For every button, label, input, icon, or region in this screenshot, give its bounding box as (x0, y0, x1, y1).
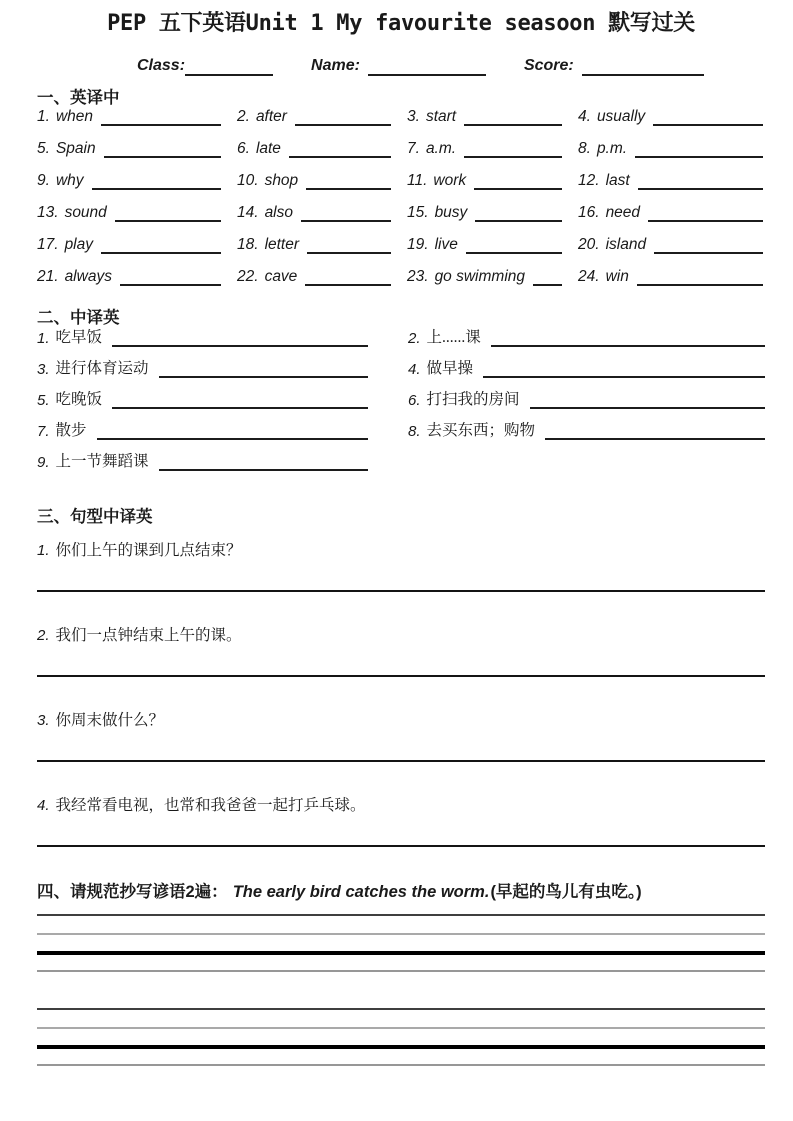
item-number: 1. (37, 542, 50, 559)
item-number: 1. (37, 330, 50, 347)
item-number: 14. (237, 204, 259, 221)
word-text: work (433, 172, 467, 189)
word-text: why (55, 172, 84, 189)
item-number: 6. (237, 140, 250, 157)
word-text: always (64, 268, 112, 285)
word-text: when (55, 108, 93, 125)
item-number: 9. (37, 454, 50, 471)
item-number: 7. (407, 140, 420, 157)
phrase-item (37, 390, 408, 421)
section1-heading: 一、英译中 (37, 89, 120, 107)
word-text: p.m. (596, 140, 628, 157)
answer-blank (112, 343, 368, 347)
item-number: 1. (37, 108, 50, 125)
phrase-text: 吃晚饭 (55, 391, 103, 408)
word-item (578, 172, 765, 204)
word-item (237, 204, 407, 236)
answer-blank (307, 250, 391, 254)
item-number: 6. (408, 392, 421, 409)
word-item (407, 140, 578, 172)
item-number: 22. (237, 268, 259, 285)
word-item (37, 236, 237, 268)
item-number: 13. (37, 204, 59, 221)
answer-blank (475, 218, 562, 222)
item-number: 15. (407, 204, 429, 221)
phrase-item (408, 359, 765, 390)
answer-blank (112, 405, 368, 409)
word-item (37, 172, 237, 204)
word-text: go swimming (434, 268, 526, 285)
writing-grid-1 (37, 914, 765, 972)
word-item (407, 268, 578, 300)
answer-blank (545, 436, 765, 440)
word-item (578, 140, 765, 172)
phrase-text: 做早操 (426, 360, 474, 377)
answer-line (37, 760, 765, 762)
answer-blank (654, 250, 763, 254)
word-item (37, 140, 237, 172)
item-number: 20. (578, 236, 600, 253)
sentence-text: 你周末做什么？ (55, 712, 165, 729)
word-text: busy (434, 204, 468, 221)
word-text: need (605, 204, 641, 221)
word-item (407, 172, 578, 204)
item-number: 5. (37, 392, 50, 409)
word-item (407, 236, 578, 268)
answer-blank (289, 154, 391, 158)
word-text: sound (64, 204, 107, 221)
answer-blank (638, 186, 763, 190)
phrase-text: 上一节舞蹈课 (55, 453, 149, 470)
section3-item-list (37, 540, 765, 847)
item-number: 10. (237, 172, 259, 189)
word-item (37, 204, 237, 236)
answer-line (37, 845, 765, 847)
word-item (237, 108, 407, 140)
answer-line (37, 675, 765, 677)
sentence-text: 我经常看电视，也常和我爸爸一起打乒乓球。 (55, 797, 366, 814)
word-text: letter (264, 236, 300, 253)
writing-line-top (37, 914, 765, 916)
sentence-item (37, 795, 765, 816)
item-number: 11. (407, 172, 428, 189)
answer-blank (648, 218, 763, 222)
answer-blank (306, 186, 391, 190)
phrase-text: 吃早饭 (55, 329, 103, 346)
item-number: 4. (37, 797, 50, 814)
word-text: start (425, 108, 457, 125)
item-number: 8. (408, 423, 421, 440)
sentence-item (37, 540, 765, 561)
sentence-item (37, 710, 765, 731)
item-number: 16. (578, 204, 600, 221)
word-text: Spain (55, 140, 96, 157)
item-number: 4. (578, 108, 591, 125)
word-item (578, 108, 765, 140)
writing-line-bottom (37, 970, 765, 972)
item-number: 2. (237, 108, 250, 125)
item-number: 5. (37, 140, 50, 157)
sentence-item (37, 625, 765, 646)
word-item (237, 236, 407, 268)
answer-blank (104, 154, 221, 158)
item-number: 9. (37, 172, 50, 189)
phrase-item (37, 359, 408, 390)
word-text: last (605, 172, 630, 189)
word-text: cave (264, 268, 298, 285)
writing-line-baseline (37, 951, 765, 955)
item-number: 8. (578, 140, 591, 157)
item-number: 12. (578, 172, 600, 189)
word-text: play (64, 236, 93, 253)
word-item (407, 108, 578, 140)
word-text: shop (264, 172, 299, 189)
score-field (524, 56, 704, 76)
answer-blank (653, 122, 763, 126)
word-item (37, 268, 237, 300)
phrase-text: 去买东西；购物 (426, 422, 536, 439)
phrase-item (408, 390, 765, 421)
name-blank (368, 72, 486, 76)
section4-proverb: The early bird catches the worm. (232, 883, 490, 901)
word-text: win (605, 268, 629, 285)
page-title: PEP 五下英语Unit 1 My favourite seasoon 默写过关 (107, 11, 695, 36)
answer-blank (101, 250, 221, 254)
item-number: 3. (37, 361, 50, 378)
item-number: 21. (37, 268, 59, 285)
answer-blank (483, 374, 765, 378)
answer-blank (464, 154, 562, 158)
word-text: live (434, 236, 458, 253)
phrase-text: 上......课 (426, 329, 481, 346)
class-field (137, 56, 273, 76)
section3-heading: 三、句型中译英 (37, 508, 153, 526)
item-number: 3. (407, 108, 420, 125)
phrase-text: 打扫我的房间 (426, 391, 520, 408)
section2-heading: 二、中译英 (37, 309, 120, 327)
answer-blank (533, 282, 562, 286)
answer-blank (635, 154, 763, 158)
word-text: usually (596, 108, 646, 125)
answer-blank (530, 405, 765, 409)
item-number: 19. (407, 236, 429, 253)
sentence-text: 我们一点钟结束上午的课。 (55, 627, 242, 644)
sentence-text: 你们上午的课到几点结束？ (55, 542, 242, 559)
word-text: a.m. (425, 140, 457, 157)
word-text: also (264, 204, 293, 221)
answer-blank (159, 374, 368, 378)
answer-blank (295, 122, 391, 126)
item-number: 18. (237, 236, 259, 253)
word-item (237, 172, 407, 204)
answer-blank (466, 250, 562, 254)
section4-heading (37, 880, 765, 904)
word-item (237, 140, 407, 172)
item-number: 23. (407, 268, 429, 285)
item-number: 3. (37, 712, 50, 729)
score-blank (582, 72, 704, 76)
section2-item-grid (37, 328, 765, 483)
answer-blank (115, 218, 221, 222)
phrase-item (408, 328, 765, 359)
item-number: 17. (37, 236, 59, 253)
answer-blank (301, 218, 391, 222)
score-label: Score: (523, 57, 574, 74)
word-text: late (255, 140, 281, 157)
word-item (37, 108, 237, 140)
writing-line-bottom (37, 1064, 765, 1066)
phrase-item (37, 421, 408, 452)
word-item (578, 268, 765, 300)
answer-blank (92, 186, 221, 190)
phrase-item (37, 328, 408, 359)
header-fields (137, 52, 765, 76)
answer-blank (464, 122, 562, 126)
answer-blank (474, 186, 562, 190)
answer-blank (159, 467, 368, 471)
item-number: 24. (578, 268, 600, 285)
phrase-text: 进行体育运动 (55, 360, 149, 377)
item-number: 2. (408, 330, 421, 347)
phrase-item (408, 421, 765, 452)
writing-line-baseline (37, 1045, 765, 1049)
answer-blank (637, 282, 763, 286)
word-text: after (255, 108, 287, 125)
writing-grid-2 (37, 1008, 765, 1066)
phrase-text: 散步 (55, 422, 87, 439)
item-number: 7. (37, 423, 50, 440)
answer-blank (97, 436, 368, 440)
section4-instruction: 四、请规范抄写谚语2遍： (37, 883, 228, 901)
item-number: 2. (37, 627, 50, 644)
word-text: island (605, 236, 647, 253)
class-label: Class: (137, 57, 186, 74)
word-item (407, 204, 578, 236)
answer-blank (305, 282, 391, 286)
answer-line (37, 590, 765, 592)
writing-line-upper-mid (37, 933, 765, 935)
answer-blank (120, 282, 221, 286)
writing-line-upper-mid (37, 1027, 765, 1029)
name-field (311, 56, 486, 76)
word-item (237, 268, 407, 300)
class-blank (185, 72, 273, 76)
phrase-item (37, 452, 408, 483)
writing-line-top (37, 1008, 765, 1010)
section1-item-grid (37, 108, 765, 300)
word-item (578, 236, 765, 268)
name-label: Name: (311, 57, 360, 74)
item-number: 4. (408, 361, 421, 378)
answer-blank (101, 122, 221, 126)
section4-note: (早起的鸟儿有虫吃。) (490, 883, 642, 901)
word-item (578, 204, 765, 236)
answer-blank (491, 343, 765, 347)
